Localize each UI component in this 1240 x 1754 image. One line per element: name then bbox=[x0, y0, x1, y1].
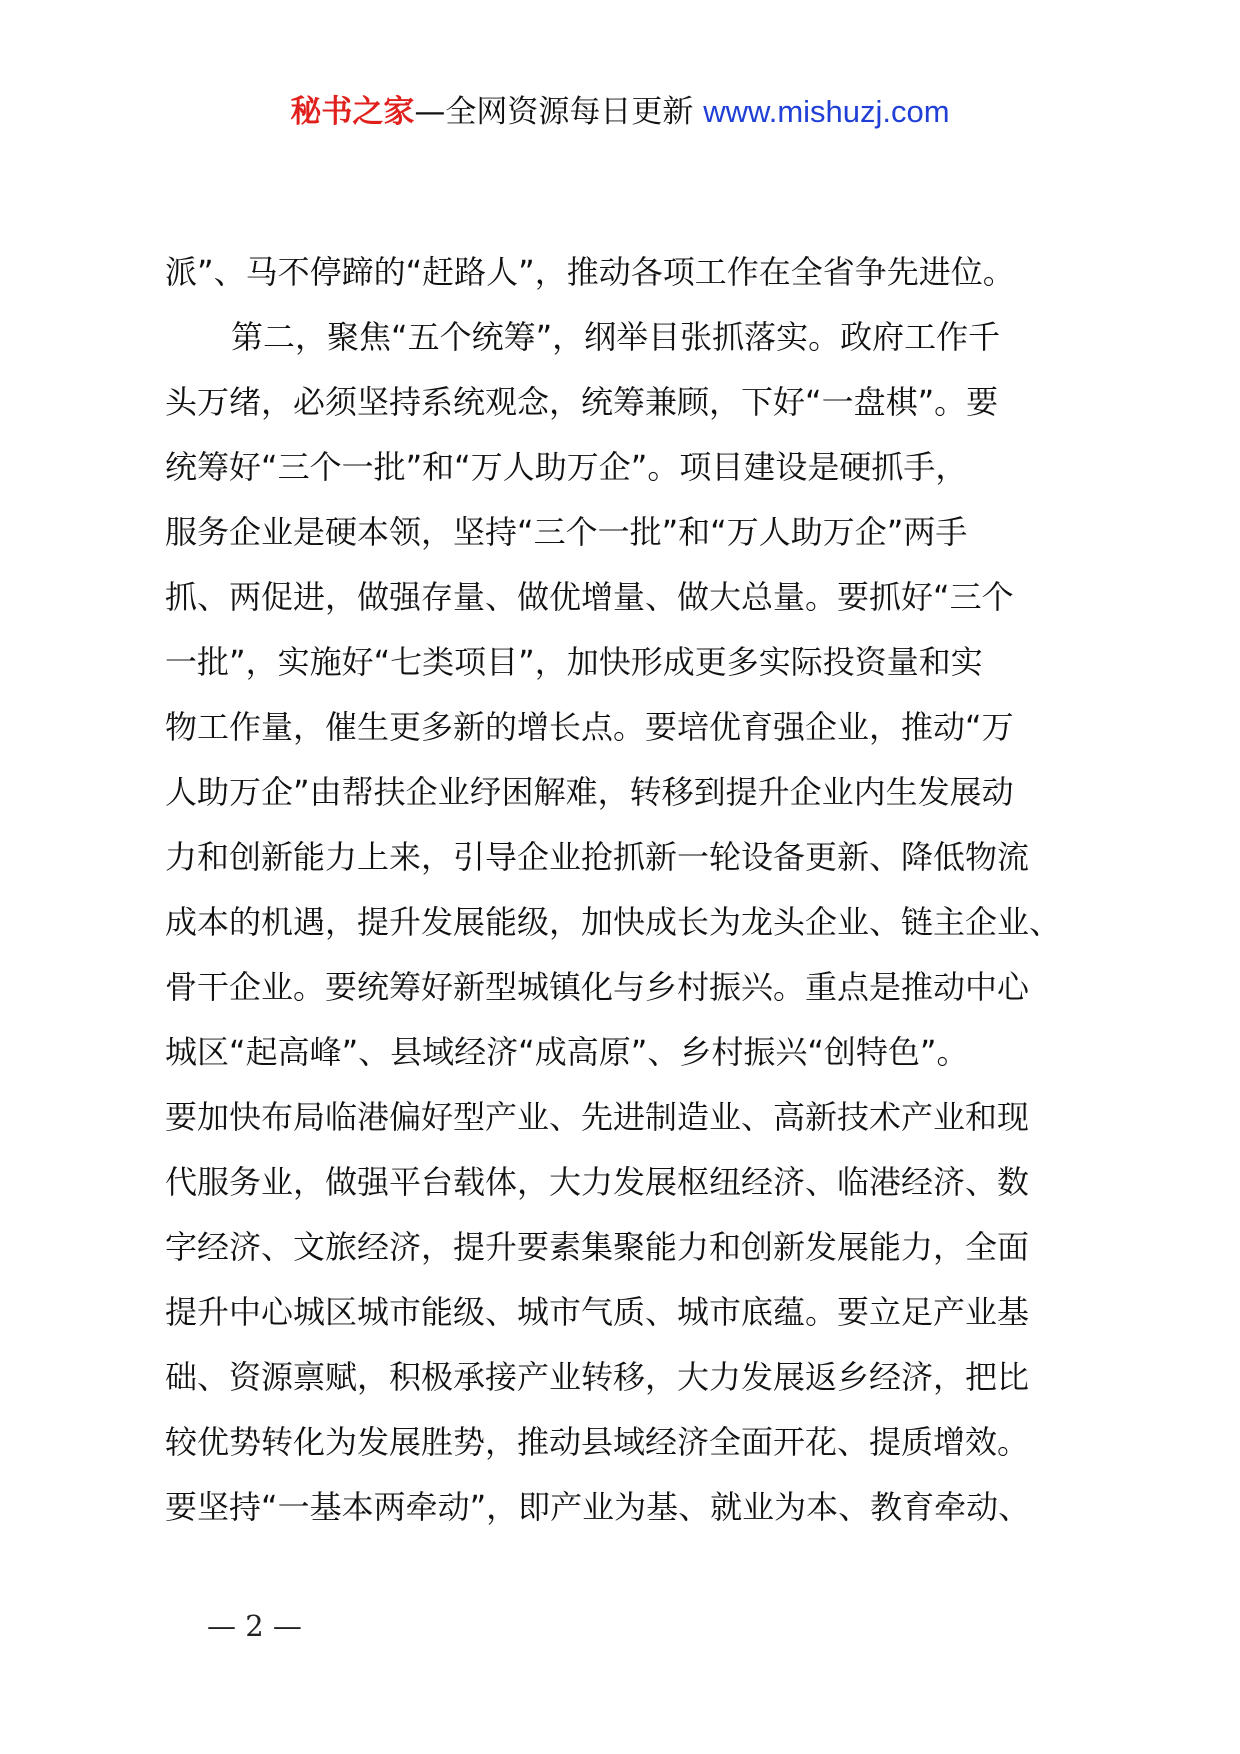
body-line: 抓、两促进，做强存量、做优增量、做大总量。要抓好“三个 bbox=[165, 578, 1014, 616]
site-header bbox=[0, 92, 1240, 132]
body-line: 物工作量，催生更多新的增长点。要培优育强企业，推动“万 bbox=[165, 708, 1014, 746]
site-slogan: —全网资源每日更新 bbox=[414, 94, 694, 130]
body-line: 要坚持“一基本两牵动”，即产业为基、就业为本、教育牵动、 bbox=[165, 1488, 1031, 1526]
body-line: 力和创新能力上来，引导企业抢抓新一轮设备更新、降低物流 bbox=[165, 838, 1030, 876]
body-line: 统筹好“三个一批”和“万人助万企”。项目建设是硬抓手， bbox=[165, 448, 968, 486]
body-line: 服务企业是硬本领，坚持“三个一批”和“万人助万企”两手 bbox=[165, 513, 968, 551]
body-line: 代服务业，做强平台载体，大力发展枢纽经济、临港经济、数 bbox=[165, 1163, 1030, 1201]
body-line: 头万绪，必须坚持系统观念，统筹兼顾，下好“一盘棋”。要 bbox=[165, 383, 999, 421]
body-line: 要加快布局临港偏好型产业、先进制造业、高新技术产业和现 bbox=[165, 1098, 1030, 1136]
body-line: 派”、马不停蹄的“赶路人”，推动各项工作在全省争先进位。 bbox=[165, 253, 1015, 291]
body-line: 提升中心城区城市能级、城市气质、城市底蕴。要立足产业基 bbox=[165, 1293, 1030, 1331]
body-line: 人助万企”由帮扶企业纾困解难，转移到提升企业内生发展动 bbox=[165, 773, 1014, 811]
body-line: 城区“起高峰”、县域经济“成高原”、乡村振兴“创特色”。 bbox=[165, 1033, 969, 1071]
body-line: 字经济、文旅经济，提升要素集聚能力和创新发展能力，全面 bbox=[165, 1228, 1030, 1266]
site-url-link[interactable]: www.mishuzj.com bbox=[703, 94, 950, 129]
paragraph-start-line: 第二，聚焦“五个统筹”，纲举目张抓落实。政府工作千 bbox=[231, 318, 1001, 356]
body-line: 一批”，实施好“七类项目”，加快形成更多实际投资量和实 bbox=[165, 643, 983, 681]
document-body bbox=[165, 240, 1100, 1540]
body-line: 础、资源禀赋，积极承接产业转移，大力发展返乡经济，把比 bbox=[165, 1358, 1030, 1396]
site-brand: 秘书之家 bbox=[290, 94, 415, 130]
body-line: 成本的机遇，提升发展能级，加快成长为龙头企业、链主企业、 bbox=[165, 903, 1062, 941]
body-line: 较优势转化为发展胜势，推动县域经济全面开花、提质增效。 bbox=[165, 1423, 1030, 1461]
page-number: — 2 — bbox=[207, 1609, 302, 1643]
body-line: 骨干企业。要统筹好新型城镇化与乡村振兴。重点是推动中心 bbox=[165, 968, 1030, 1006]
